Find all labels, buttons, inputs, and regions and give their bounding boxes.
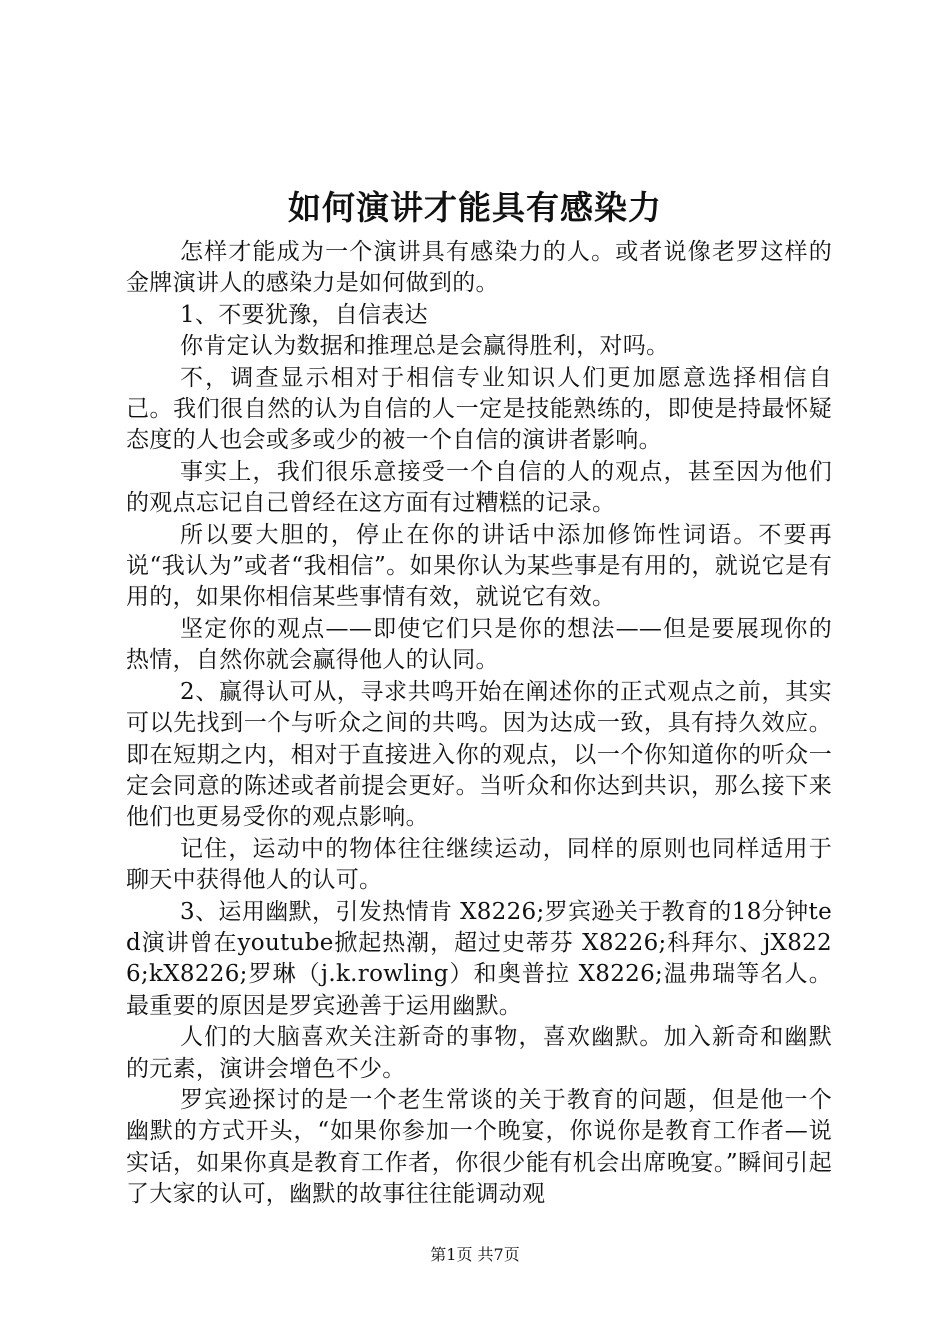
document-body (126, 237, 832, 1211)
paragraph: 你肯定认为数据和推理总是会赢得胜利，对吗。 (180, 333, 670, 360)
paragraph: 罗宾逊探讨的是一个老生常谈的关于教育的问题，但是他一个幽默的方式开头，“如果你参加一个晚宴，你说你是教育工作者—说实话，如果你真是教育工作者，你很少能有机会出席晚宴。”瞬间引起了大家的认可，幽默的故事往往能调动观 (126, 1086, 832, 1208)
section-heading: 1、不要犹豫，自信表达 (180, 301, 428, 328)
paragraph: 事实上，我们很乐意接受一个自信的人的观点，甚至因为他们的观点忘记自己曾经在这方面有过糟糕的记录。 (126, 458, 832, 517)
document-title: 如何演讲才能具有感染力 (288, 188, 662, 227)
paragraph: 坚定你的观点——即使它们只是你的想法——但是要展现你的热情，自然你就会赢得他人的认同。 (126, 615, 832, 674)
paragraph: 3、运用幽默，引发热情肯 X8226;罗宾逊关于教育的18分钟ted演讲曾在youtube掀起热潮，超过史蒂芬 X8226;科拜尔、jX8226;kX8226;罗琳（j.k.rowling）和奥普拉 X8226;温弗瑞等名人。最重要的原因是罗宾逊善于运用幽默。 (126, 898, 832, 1019)
paragraph: 人们的大脑喜欢关注新奇的事物，喜欢幽默。加入新奇和幽默的元素，演讲会增色不少。 (126, 1024, 832, 1082)
page-number-footer: 第1页 共7页 (430, 1245, 520, 1264)
paragraph: 不，调查显示相对于相信专业知识人们更加愿意选择相信自己。我们很自然的认为自信的人一定是技能熟练的，即使是持最怀疑态度的人也会或多或少的被一个自信的演讲者影响。 (126, 364, 832, 454)
paragraph: 2、赢得认可从，寻求共鸣开始在阐述你的正式观点之前，其实可以先找到一个与听众之间的共鸣。因为达成一致，具有持久效应。即在短期之内，相对于直接进入你的观点，以一个你知道你的听众一定会同意的陈述或者前提会更好。当听众和你达到共识，那么接下来他们也更易受你的观点影响。 (126, 678, 832, 831)
paragraph: 所以要大胆的，停止在你的讲话中添加修饰性词语。不要再说“我认为”或者“我相信”。如果你认为某些事是有用的，就说它是有用的，如果你相信某些事情有效，就说它有效。 (126, 521, 832, 611)
paragraph: 记住，运动中的物体往往继续运动，同样的原则也同样适用于聊天中获得他人的认可。 (126, 835, 832, 894)
paragraph: 怎样才能成为一个演讲具有感染力的人。或者说像老罗这样的金牌演讲人的感染力是如何做到的。 (126, 239, 832, 297)
